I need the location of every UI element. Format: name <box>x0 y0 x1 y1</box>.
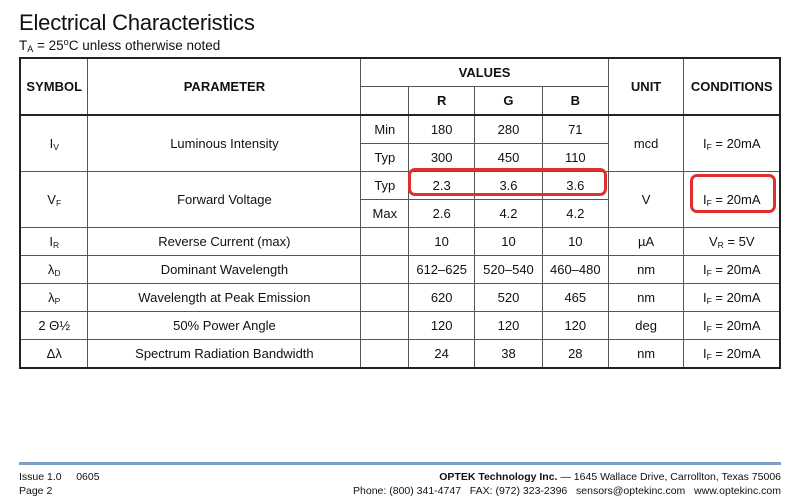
unit-cell: V <box>608 172 684 228</box>
company-name: OPTEK Technology Inc. <box>439 471 558 483</box>
section-subtitle: $T_A = 25^oC$ unless otherwise noted <box>19 37 221 54</box>
value-b-cell: 71 <box>542 115 608 144</box>
header-unit: UNIT <box>608 58 684 115</box>
parameter-cell: Reverse Current (max) <box>88 228 361 256</box>
value-b-cell: 110 <box>542 144 608 172</box>
value-r-cell: 10 <box>409 228 475 256</box>
value-b-cell: 465 <box>542 284 608 312</box>
footer-left <box>19 470 100 498</box>
limit-cell <box>361 312 409 340</box>
table-row <box>20 228 780 256</box>
limit-cell <box>361 228 409 256</box>
condition-cell: $I_F = 20mA$ <box>684 312 780 340</box>
unit-cell: mcd <box>608 115 684 172</box>
value-r-cell: 2.3 <box>409 172 475 200</box>
value-r-cell: 120 <box>409 312 475 340</box>
unit-cell: µA <box>608 228 684 256</box>
table-row <box>20 312 780 340</box>
value-r-cell: 24 <box>409 340 475 369</box>
parameter-cell: 50% Power Angle <box>88 312 361 340</box>
parameter-cell: Dominant Wavelength <box>88 256 361 284</box>
footer-divider <box>19 462 781 465</box>
condition-cell: $I_F = 20mA$ <box>684 340 780 369</box>
value-g-cell: 4.2 <box>475 200 543 228</box>
condition-cell: $I_F = 20mA$ <box>684 284 780 312</box>
value-b-cell: 120 <box>542 312 608 340</box>
parameter-cell: Spectrum Radiation Bandwidth <box>88 340 361 369</box>
symbol-cell: $\lambda_D$ <box>20 256 88 284</box>
value-g-cell: 38 <box>475 340 543 369</box>
table-row <box>20 115 780 144</box>
header-parameter: PARAMETER <box>88 58 361 115</box>
value-g-cell: 450 <box>475 144 543 172</box>
page-number: Page 2 <box>19 485 53 497</box>
value-b-cell: 10 <box>542 228 608 256</box>
limit-cell: Typ <box>361 172 409 200</box>
value-g-cell: 10 <box>475 228 543 256</box>
unit-cell: deg <box>608 312 684 340</box>
symbol-cell: $\lambda_P$ <box>20 284 88 312</box>
header-conditions: CONDITIONS <box>684 58 780 115</box>
table-row <box>20 256 780 284</box>
value-r-cell: 300 <box>409 144 475 172</box>
header-r: R <box>409 87 475 116</box>
value-b-cell: 28 <box>542 340 608 369</box>
unit-cell: nm <box>608 284 684 312</box>
value-r-cell: 620 <box>409 284 475 312</box>
limit-cell <box>361 256 409 284</box>
value-g-cell: 520 <box>475 284 543 312</box>
unit-cell: nm <box>608 256 684 284</box>
symbol-cell: $V_F$ <box>20 172 88 228</box>
value-g-cell: 120 <box>475 312 543 340</box>
table-row <box>20 340 780 369</box>
footer-right <box>353 470 781 498</box>
limit-cell: Max <box>361 200 409 228</box>
issue-label: Issue 1.0 0605 <box>19 471 100 483</box>
table-row <box>20 284 780 312</box>
condition-cell: $V_R = 5V$ <box>684 228 780 256</box>
header-values: VALUES <box>361 58 608 87</box>
header-symbol: SYMBOL <box>20 58 88 115</box>
condition-cell: $I_F = 20mA$ <box>684 172 780 228</box>
value-b-cell: 460–480 <box>542 256 608 284</box>
limit-cell: Min <box>361 115 409 144</box>
value-g-cell: 3.6 <box>475 172 543 200</box>
limit-cell <box>361 340 409 369</box>
header-limit-blank <box>361 87 409 116</box>
table-row <box>20 172 780 200</box>
parameter-cell: Luminous Intensity <box>88 115 361 172</box>
value-b-cell: 4.2 <box>542 200 608 228</box>
value-r-cell: 612–625 <box>409 256 475 284</box>
symbol-cell: $I_V$ <box>20 115 88 172</box>
value-r-cell: 2.6 <box>409 200 475 228</box>
header-g: G <box>475 87 543 116</box>
electrical-characteristics-table <box>19 57 781 369</box>
condition-cell: $I_F = 20mA$ <box>684 115 780 172</box>
company-address: — 1645 Wallace Drive, Carrollton, Texas 75006 <box>557 471 781 483</box>
value-b-cell: 3.6 <box>542 172 608 200</box>
header-b: B <box>542 87 608 116</box>
limit-cell <box>361 284 409 312</box>
symbol-cell: $I_R$ <box>20 228 88 256</box>
unit-cell: nm <box>608 340 684 369</box>
parameter-cell: Wavelength at Peak Emission <box>88 284 361 312</box>
parameter-cell: Forward Voltage <box>88 172 361 228</box>
limit-cell: Typ <box>361 144 409 172</box>
company-contact: Phone: (800) 341-4747 FAX: (972) 323-2396 sensors@optekinc.com www.optekinc.com <box>353 485 781 497</box>
symbol-cell: Δλ <box>20 340 88 369</box>
value-g-cell: 520–540 <box>475 256 543 284</box>
condition-cell: $I_F = 20mA$ <box>684 256 780 284</box>
value-g-cell: 280 <box>475 115 543 144</box>
section-title: Electrical Characteristics <box>19 10 255 35</box>
value-r-cell: 180 <box>409 115 475 144</box>
symbol-cell: 2 Θ½ <box>20 312 88 340</box>
